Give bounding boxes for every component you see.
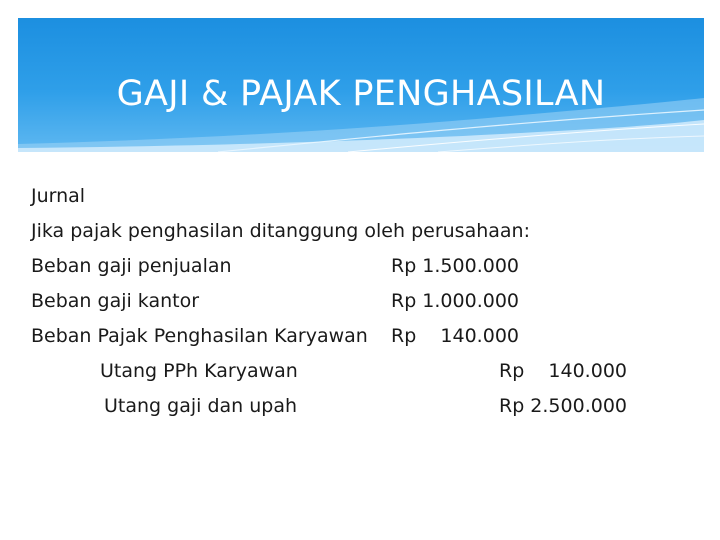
journal-row-account: Utang gaji dan upah bbox=[104, 395, 298, 417]
journal-intro: Jika pajak penghasilan ditanggung oleh perusahaan: bbox=[31, 220, 530, 242]
journal-row-account: Beban Pajak Penghasilan Karyawan bbox=[31, 325, 368, 347]
journal-heading: Jurnal bbox=[31, 185, 86, 207]
slide-title: GAJI & PAJAK PENGHASILAN bbox=[116, 74, 606, 114]
journal-row-amount: Rp 1.500.000 bbox=[391, 255, 519, 277]
journal-row-account: Utang PPh Karyawan bbox=[100, 360, 298, 382]
journal-row-amount: Rp 1.000.000 bbox=[391, 290, 519, 312]
journal-row-account: Beban gaji penjualan bbox=[31, 255, 232, 277]
journal-row-account: Beban gaji kantor bbox=[31, 290, 200, 312]
journal-row-amount: Rp 140.000 bbox=[499, 360, 627, 382]
journal-row-amount: Rp 140.000 bbox=[391, 325, 519, 347]
journal-row-amount: Rp 2.500.000 bbox=[499, 395, 627, 417]
